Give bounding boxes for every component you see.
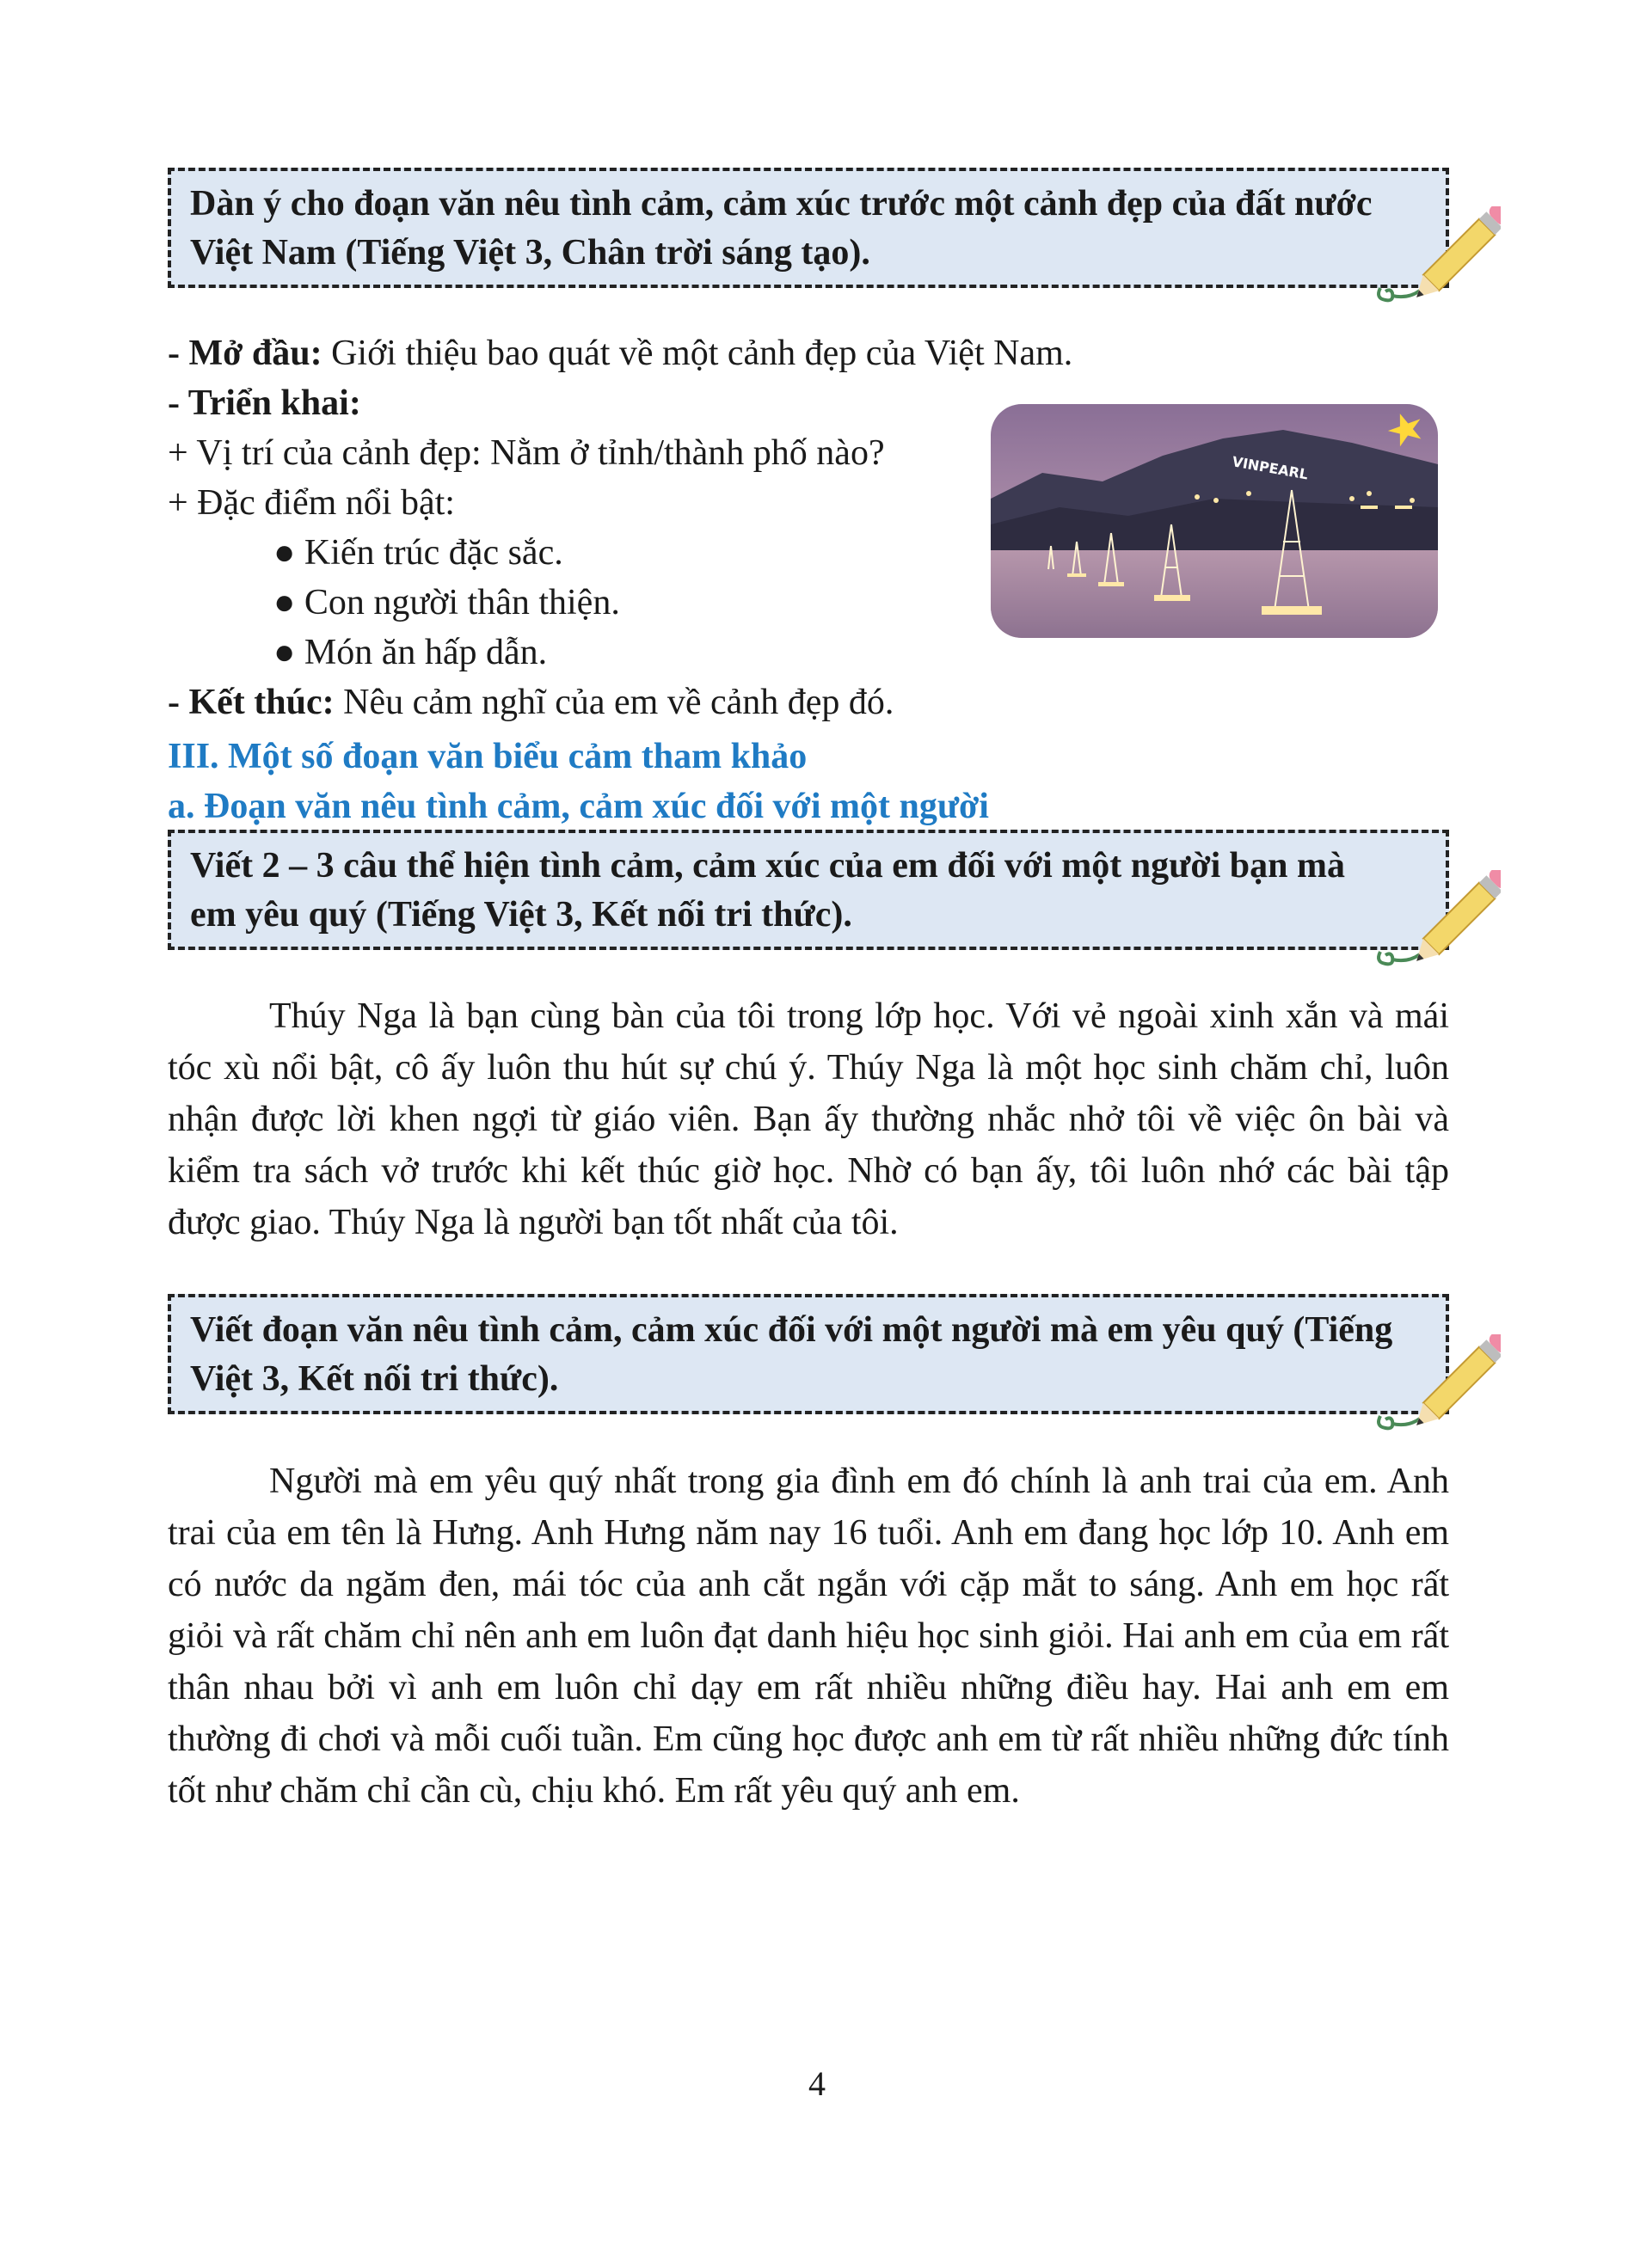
intro-label: - Mở đầu: <box>168 334 322 373</box>
outline-body-label <box>168 379 361 428</box>
bullet-item: ● Kiến trúc đặc sắc. <box>273 533 563 573</box>
task-box-1 <box>168 168 1449 288</box>
pencil-icon <box>1372 206 1501 318</box>
bullet-item: ● Món ăn hấp dẫn. <box>273 633 548 672</box>
task-box-1-line2: Việt Nam (Tiếng Việt 3, Chân trời sáng tạo). <box>190 233 870 273</box>
paragraph-1: Thúy Nga là bạn cùng bàn của tôi trong lớp học. Với vẻ ngoài xinh xắn và mái tóc xù nổi bật, cô ấy luôn thu hút sự chú ý. Thúy Nga là một học sinh chăm chỉ, luôn nhận được lời khen ngợi từ giáo viên. Bạn ấy thường nhắc nhở tôi về việc ôn bài và kiểm tra sách vở trước khi kết thúc giờ học. Nhờ có bạn ấy, tôi luôn nhớ các bài tập được giao. Thúy Nga là người bạn tốt nhất của tôi. <box>168 996 1449 1242</box>
sub-heading: a. Đoạn văn nêu tình cảm, cảm xúc đối với một người <box>168 787 989 826</box>
task-box-2-line2: em yêu quý (Tiếng Việt 3, Kết nối tri thức). <box>190 895 852 935</box>
scenery-photo <box>991 404 1438 638</box>
page-number: 4 <box>808 2064 826 2103</box>
sign-text: VINPEARL <box>1231 453 1310 483</box>
bullet-item: ● Con người thân thiện. <box>273 583 620 622</box>
task-box-1-line1: Dàn ý cho đoạn văn nêu tình cảm, cảm xúc trước một cảnh đẹp của đất nước <box>190 184 1373 224</box>
end-label: - Kết thúc: <box>168 683 335 722</box>
body-label: - Triển khai: <box>168 383 361 423</box>
outline-intro <box>168 329 1072 378</box>
task-box-3-line1: Viết đoạn văn nêu tình cảm, cảm xúc đối với một người mà em yêu quý (Tiếng <box>190 1310 1393 1350</box>
outline-end <box>168 678 894 727</box>
task-box-3-line2: Việt 3, Kết nối tri thức). <box>190 1359 559 1399</box>
task-box-3 <box>168 1294 1449 1414</box>
outline-location: + Vị trí của cảnh đẹp: Nằm ở tỉnh/thành phố nào? <box>168 433 885 473</box>
task-box-2 <box>168 830 1449 950</box>
section-heading: III. Một số đoạn văn biểu cảm tham khảo <box>168 737 808 776</box>
outline-features: + Đặc điểm nổi bật: <box>168 483 455 523</box>
intro-text: Giới thiệu bao quát về một cảnh đẹp của Việt Nam. <box>322 334 1073 373</box>
paragraph-2: Người mà em yêu quý nhất trong gia đình em đó chính là anh trai của em. Anh trai của em tên là Hưng. Anh Hưng năm nay 16 tuổi. Anh em đang học lớp 10. Anh em có nước da ngăm đen, mái tóc của anh cắt ngắn với cặp mắt to sáng. Anh em học rất giỏi và rất chăm chỉ nên anh em luôn đạt danh hiệu học sinh giỏi. Hai anh em của em rất thân nhau bởi vì anh em luôn chỉ dạy em rất nhiều những điều hay. Hai anh em em thường đi chơi và mỗi cuối tuần. Em cũng học được anh em từ rất nhiều những đức tính tốt như chăm chỉ cần cù, chịu khó. Em rất yêu quý anh em. <box>168 1462 1449 1811</box>
pencil-icon <box>1372 870 1501 982</box>
task-box-2-line1: Viết 2 – 3 câu thể hiện tình cảm, cảm xúc của em đối với một người bạn mà <box>190 846 1345 886</box>
pencil-icon <box>1372 1334 1501 1446</box>
end-text: Nêu cảm nghĩ của em về cảnh đẹp đó. <box>334 683 894 722</box>
